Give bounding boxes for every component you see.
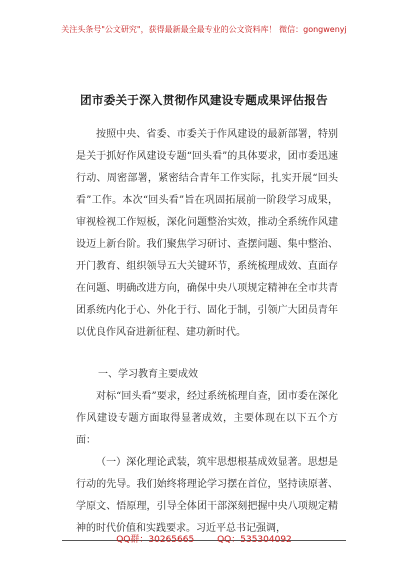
paragraph-intro: 按照中央、省委、市委关于作风建设的最新部署，特别是关于抓好作风建设专题“回头看”的具体要求，团市委迅速行动、周密部署，紧密结合青年工作实际，扎实开展“回头看”工作。本次“回头看”旨在巩固拓展前一阶段学习成果，审视检视工作短板，深化问题整治实效，推动全系统作风建设迈上新台阶。我们聚焦学习研讨、查摆问题、集中整治、开门教育、组织领导五大关键环节，系统梳理成效、直面存在问题、明确改进方向，确保中央八项规定精神在全市共青团系统内化于心、外化于行、固化于制，引领广大团员青年以优良作风奋进新征程、建功新时代。: [76, 129, 338, 338]
paragraph-subsection-1: （一）深化理论武装，筑牢思想根基成效显著。思想是行动的先导。我们始终将理论学习摆在首位，坚持读原著、学原文、悟原理，引导全体团干部深刻把握中央八项规定精神的时代价值和实践要求。习近平总书记强调，: [76, 457, 338, 534]
section-heading-1: 一、学习教育主要成效: [98, 369, 198, 380]
footer-qq-group: QQ群：30265665: [116, 535, 195, 545]
footer-contact: [0, 532, 408, 545]
footer-qq: QQ：535304092: [217, 535, 292, 545]
document-title: 团市委关于深入贯彻作风建设专题成果评估报告: [80, 93, 328, 107]
paragraph-section-intro: 对标“回头看”要求，经过系统梳理自查，团市委在深化作风建设专题方面取得显著成效，主要体现在以下五个方面：: [76, 391, 338, 446]
promo-banner: 关注头条号"公文研究"，获得最新最全最专业的公文资料库！ 微信：gongwenyj: [61, 25, 347, 34]
